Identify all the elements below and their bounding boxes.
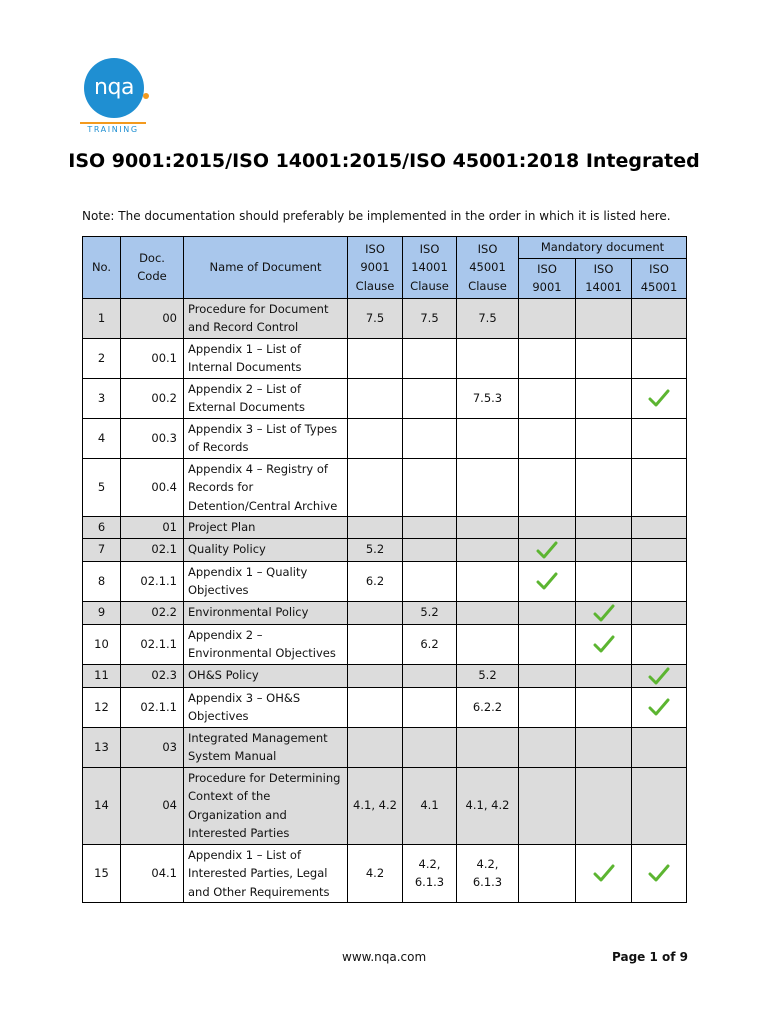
document-name: Procedure for Document and Record Control (184, 298, 348, 338)
iso45001-clause: 4.2, 6.1.3 (457, 844, 519, 903)
iso14001-clause (403, 687, 457, 727)
iso14001-clause (403, 727, 457, 767)
mandatory-iso45001 (632, 517, 687, 539)
mandatory-iso14001 (576, 687, 632, 727)
mandatory-iso14001 (576, 378, 632, 418)
iso45001-clause: 5.2 (457, 664, 519, 687)
mandatory-iso45001 (632, 458, 687, 517)
iso45001-clause (457, 624, 519, 664)
row-number: 11 (83, 664, 121, 687)
mandatory-iso14001 (576, 767, 632, 844)
iso14001-clause (403, 338, 457, 378)
iso14001-clause (403, 517, 457, 539)
mandatory-iso14001 (576, 517, 632, 539)
row-number: 1 (83, 298, 121, 338)
iso45001-clause: 7.5 (457, 298, 519, 338)
table-row (83, 538, 687, 561)
mandatory-iso9001 (519, 338, 576, 378)
row-number: 7 (83, 538, 121, 561)
checkmark-icon (593, 866, 615, 880)
doc-code: 00 (121, 298, 184, 338)
iso9001-clause: 7.5 (348, 298, 403, 338)
iso45001-clause: 4.1, 4.2 (457, 767, 519, 844)
iso45001-clause: 7.5.3 (457, 378, 519, 418)
mandatory-iso45001 (632, 418, 687, 458)
mandatory-iso14001 (576, 561, 632, 601)
logo-subtitle: TRAINING (87, 125, 139, 134)
header-document-name: Name of Document (184, 237, 348, 299)
header-iso9001-clause: ISO 9001 Clause (348, 237, 403, 299)
checkmark-icon (648, 668, 670, 682)
iso9001-clause (348, 687, 403, 727)
logo-divider (80, 122, 146, 124)
table-row (83, 418, 687, 458)
iso14001-clause (403, 458, 457, 517)
iso45001-clause (457, 458, 519, 517)
table-row (83, 378, 687, 418)
iso9001-clause: 6.2 (348, 561, 403, 601)
iso9001-clause (348, 418, 403, 458)
documents-table-body (83, 298, 687, 903)
mandatory-iso45001 (632, 298, 687, 338)
table-row (83, 298, 687, 338)
mandatory-iso45001 (632, 378, 687, 418)
header-mandatory-iso9001: ISO 9001 (519, 258, 576, 298)
mandatory-iso9001 (519, 601, 576, 624)
table-row (83, 624, 687, 664)
mandatory-iso14001 (576, 624, 632, 664)
documents-table (82, 236, 687, 903)
iso45001-clause (457, 727, 519, 767)
table-row (83, 561, 687, 601)
mandatory-iso45001 (632, 338, 687, 378)
iso14001-clause (403, 418, 457, 458)
mandatory-iso9001 (519, 418, 576, 458)
document-name: Appendix 1 – Quality Objectives (184, 561, 348, 601)
table-row (83, 767, 687, 844)
mandatory-iso14001 (576, 298, 632, 338)
row-number: 13 (83, 727, 121, 767)
checkmark-icon (648, 866, 670, 880)
mandatory-iso9001 (519, 767, 576, 844)
logo-mark: nqa (84, 58, 144, 118)
mandatory-iso14001 (576, 458, 632, 517)
doc-code: 00.2 (121, 378, 184, 418)
document-name: Appendix 3 – OH&S Objectives (184, 687, 348, 727)
document-name: Appendix 2 – List of External Documents (184, 378, 348, 418)
document-name: OH&S Policy (184, 664, 348, 687)
header-mandatory-iso14001: ISO 14001 (576, 258, 632, 298)
mandatory-iso45001 (632, 727, 687, 767)
table-row (83, 601, 687, 624)
mandatory-iso45001 (632, 538, 687, 561)
mandatory-iso45001 (632, 767, 687, 844)
mandatory-iso45001 (632, 664, 687, 687)
iso45001-clause (457, 418, 519, 458)
nqa-training-logo (80, 58, 152, 134)
footer-url: www.nqa.com (342, 950, 427, 964)
doc-code: 00.4 (121, 458, 184, 517)
iso9001-clause (348, 601, 403, 624)
row-number: 8 (83, 561, 121, 601)
iso14001-clause: 5.2 (403, 601, 457, 624)
mandatory-iso14001 (576, 844, 632, 903)
mandatory-iso45001 (632, 561, 687, 601)
mandatory-iso9001 (519, 458, 576, 517)
doc-code: 02.3 (121, 664, 184, 687)
mandatory-iso9001 (519, 624, 576, 664)
table-row (83, 338, 687, 378)
mandatory-iso9001 (519, 664, 576, 687)
document-name: Appendix 1 – List of Internal Documents (184, 338, 348, 378)
mandatory-iso45001 (632, 601, 687, 624)
mandatory-iso14001 (576, 601, 632, 624)
doc-code: 00.3 (121, 418, 184, 458)
iso9001-clause (348, 378, 403, 418)
doc-code: 02.1.1 (121, 624, 184, 664)
doc-code: 00.1 (121, 338, 184, 378)
mandatory-iso9001 (519, 687, 576, 727)
row-number: 6 (83, 517, 121, 539)
logo-dot (143, 93, 149, 99)
mandatory-iso9001 (519, 844, 576, 903)
checkmark-icon (648, 700, 670, 714)
iso9001-clause (348, 664, 403, 687)
iso45001-clause (457, 601, 519, 624)
mandatory-iso14001 (576, 418, 632, 458)
iso9001-clause (348, 517, 403, 539)
mandatory-iso14001 (576, 727, 632, 767)
header-mandatory-document: Mandatory document (519, 237, 687, 259)
document-name: Project Plan (184, 517, 348, 539)
doc-code: 02.1.1 (121, 687, 184, 727)
mandatory-iso14001 (576, 338, 632, 378)
implementation-note: Note: The documentation should preferably be implemented in the order in which it is listed here. (82, 209, 671, 223)
row-number: 5 (83, 458, 121, 517)
doc-code: 02.1.1 (121, 561, 184, 601)
document-name: Appendix 2 – Environmental Objectives (184, 624, 348, 664)
mandatory-iso9001 (519, 727, 576, 767)
row-number: 3 (83, 378, 121, 418)
checkmark-icon (593, 605, 615, 619)
row-number: 9 (83, 601, 121, 624)
doc-code: 02.2 (121, 601, 184, 624)
document-title: ISO 9001:2015/ISO 14001:2015/ISO 45001:2018 Integrated (68, 150, 700, 172)
iso14001-clause: 7.5 (403, 298, 457, 338)
doc-code: 03 (121, 727, 184, 767)
document-name: Appendix 3 – List of Types of Records (184, 418, 348, 458)
iso9001-clause (348, 624, 403, 664)
iso45001-clause (457, 561, 519, 601)
mandatory-iso14001 (576, 664, 632, 687)
document-name: Quality Policy (184, 538, 348, 561)
iso14001-clause (403, 664, 457, 687)
table-row (83, 727, 687, 767)
iso14001-clause (403, 561, 457, 601)
document-name: Procedure for Determining Context of the Organization and Interested Parties (184, 767, 348, 844)
iso45001-clause (457, 538, 519, 561)
mandatory-iso45001 (632, 844, 687, 903)
iso45001-clause (457, 338, 519, 378)
iso9001-clause: 5.2 (348, 538, 403, 561)
document-name: Integrated Management System Manual (184, 727, 348, 767)
iso9001-clause: 4.1, 4.2 (348, 767, 403, 844)
doc-code: 04 (121, 767, 184, 844)
checkmark-icon (593, 637, 615, 651)
iso9001-clause (348, 338, 403, 378)
iso14001-clause: 4.1 (403, 767, 457, 844)
mandatory-iso9001 (519, 561, 576, 601)
iso14001-clause: 4.2, 6.1.3 (403, 844, 457, 903)
doc-code: 04.1 (121, 844, 184, 903)
page-number: Page 1 of 9 (612, 950, 688, 964)
checkmark-icon (648, 391, 670, 405)
header-mandatory-iso45001: ISO 45001 (632, 258, 687, 298)
table-row (83, 664, 687, 687)
mandatory-iso9001 (519, 378, 576, 418)
header-iso14001-clause: ISO 14001 Clause (403, 237, 457, 299)
iso45001-clause: 6.2.2 (457, 687, 519, 727)
header-doc-code: Doc. Code (121, 237, 184, 299)
iso14001-clause (403, 378, 457, 418)
row-number: 15 (83, 844, 121, 903)
iso14001-clause (403, 538, 457, 561)
header-row-1 (83, 237, 687, 259)
document-name: Environmental Policy (184, 601, 348, 624)
checkmark-icon (536, 574, 558, 588)
iso14001-clause: 6.2 (403, 624, 457, 664)
mandatory-iso14001 (576, 538, 632, 561)
row-number: 12 (83, 687, 121, 727)
row-number: 14 (83, 767, 121, 844)
document-name: Appendix 4 – Registry of Records for Detention/Central Archive (184, 458, 348, 517)
table-row (83, 687, 687, 727)
table-row (83, 517, 687, 539)
row-number: 10 (83, 624, 121, 664)
mandatory-iso45001 (632, 624, 687, 664)
iso45001-clause (457, 517, 519, 539)
document-name: Appendix 1 – List of Interested Parties, Legal and Other Requirements (184, 844, 348, 903)
mandatory-iso45001 (632, 687, 687, 727)
iso9001-clause: 4.2 (348, 844, 403, 903)
header-iso45001-clause: ISO 45001 Clause (457, 237, 519, 299)
table-row (83, 844, 687, 903)
iso9001-clause (348, 458, 403, 517)
header-no: No. (83, 237, 121, 299)
iso9001-clause (348, 727, 403, 767)
mandatory-iso9001 (519, 517, 576, 539)
row-number: 2 (83, 338, 121, 378)
checkmark-icon (536, 542, 558, 556)
row-number: 4 (83, 418, 121, 458)
doc-code: 02.1 (121, 538, 184, 561)
doc-code: 01 (121, 517, 184, 539)
table-row (83, 458, 687, 517)
mandatory-iso9001 (519, 298, 576, 338)
mandatory-iso9001 (519, 538, 576, 561)
